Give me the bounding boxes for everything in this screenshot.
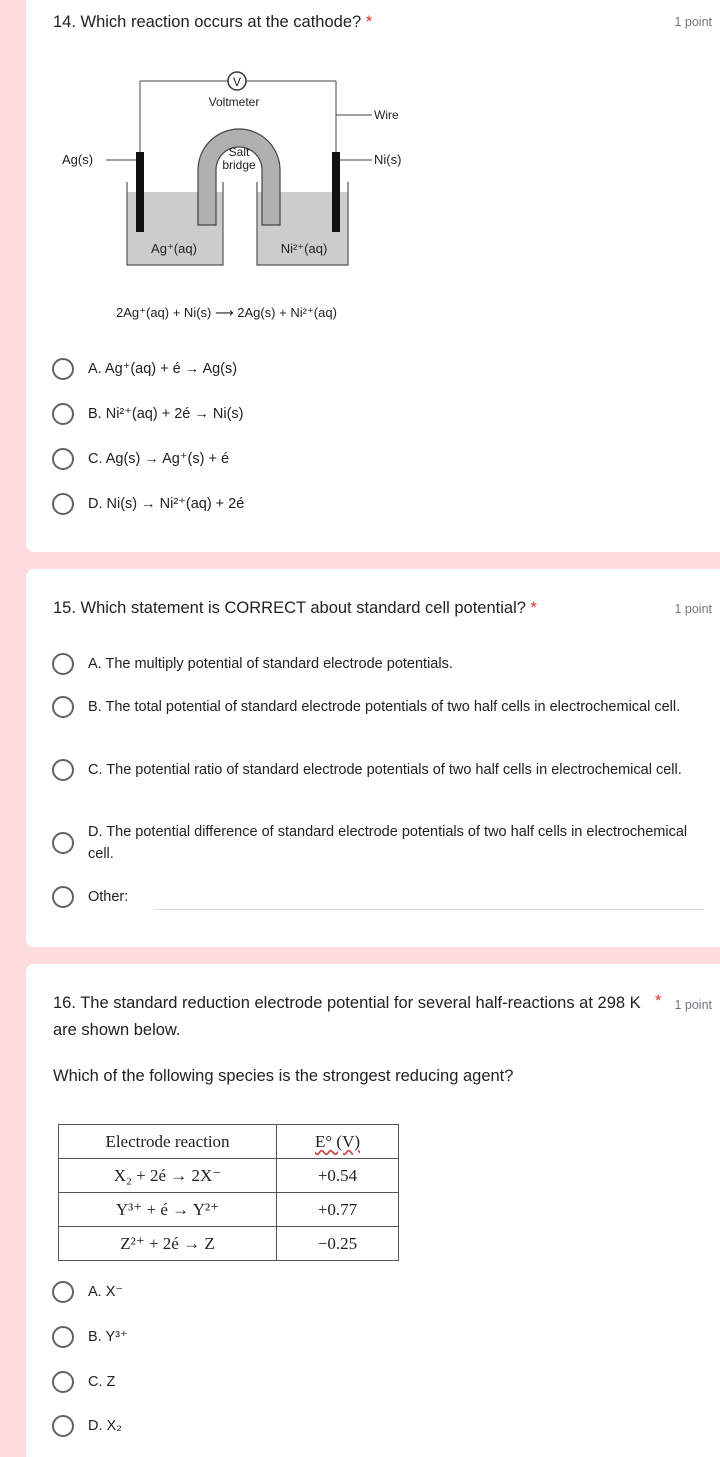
required-asterisk: * xyxy=(365,13,373,31)
left-electrode-label: Ag(s) xyxy=(62,152,94,167)
option-d[interactable] xyxy=(52,493,710,515)
radio-button[interactable] xyxy=(52,1281,74,1303)
reaction-equation: 2Ag⁺(aq) + Ni(s) ⟶ 2Ag(s) + Ni²⁺(aq) xyxy=(116,305,337,320)
option-label: D. The potential difference of standard electrode potentials of two half cells in electrochemical cell. xyxy=(88,824,688,862)
question-card-14 xyxy=(26,0,720,552)
other-text-input[interactable] xyxy=(154,909,704,910)
question-title xyxy=(53,595,537,622)
table-row xyxy=(59,1227,399,1261)
question-text: 15. Which statement is CORRECT about standard cell potential? xyxy=(53,599,526,617)
table-row xyxy=(59,1159,399,1193)
option-c[interactable] xyxy=(52,1371,710,1393)
option-other[interactable] xyxy=(52,886,710,908)
potential-cell: +0.54 xyxy=(277,1159,399,1193)
radio-button[interactable] xyxy=(52,358,74,380)
option-label: B. The total potential of standard electrode potentials of two half cells in electrochemical cell. xyxy=(88,699,681,715)
potential-cell: −0.25 xyxy=(277,1227,399,1261)
required-asterisk: * xyxy=(655,992,662,1010)
question-card-16 xyxy=(26,964,720,1457)
potential-cell: +0.77 xyxy=(277,1193,399,1227)
reaction-cell: Z²⁺ + 2é → Z xyxy=(59,1227,277,1261)
radio-button[interactable] xyxy=(52,493,74,515)
table-row xyxy=(59,1193,399,1227)
radio-button[interactable] xyxy=(52,1371,74,1393)
option-c[interactable] xyxy=(52,448,710,470)
option-label: A. Ag⁺(aq) + é → Ag(s) xyxy=(88,361,238,377)
radio-button[interactable] xyxy=(52,1326,74,1348)
points-label: 1 point xyxy=(674,998,712,1012)
option-b[interactable] xyxy=(52,403,710,425)
points-label: 1 point xyxy=(674,602,712,616)
salt-bridge-label-2: bridge xyxy=(222,158,256,172)
option-label: D. X₂ xyxy=(88,1418,122,1434)
salt-bridge-label-1: Salt xyxy=(228,145,250,159)
question-title xyxy=(53,9,372,36)
question-card-15 xyxy=(26,569,720,947)
radio-button[interactable] xyxy=(52,832,74,854)
header-potential: E° (V) xyxy=(277,1125,399,1159)
radio-button[interactable] xyxy=(52,403,74,425)
radio-button[interactable] xyxy=(52,448,74,470)
voltmeter-label: Voltmeter xyxy=(208,95,260,109)
option-a[interactable] xyxy=(52,653,710,675)
radio-button[interactable] xyxy=(52,1415,74,1437)
points-label: 1 point xyxy=(674,15,712,29)
radio-button[interactable] xyxy=(52,886,74,908)
option-d[interactable] xyxy=(52,1415,710,1437)
radio-button[interactable] xyxy=(52,696,74,718)
left-electrode xyxy=(136,152,144,232)
question-subtitle: Which of the following species is the strongest reducing agent? xyxy=(53,1067,514,1085)
question-text: 16. The standard reduction electrode potential for several half-reactions at 298 K are shown below. xyxy=(53,994,641,1039)
question-title xyxy=(53,990,643,1044)
option-a[interactable] xyxy=(52,1281,710,1303)
header-reaction: Electrode reaction xyxy=(59,1125,277,1159)
voltmeter-symbol: V xyxy=(232,75,242,89)
reduction-potential-table xyxy=(58,1124,399,1261)
reaction-cell: Y³⁺ + é → Y²⁺ xyxy=(59,1193,277,1227)
right-electrode xyxy=(332,152,340,232)
salt-bridge xyxy=(198,129,280,225)
option-label: B. Ni²⁺(aq) + 2é → Ni(s) xyxy=(88,406,244,422)
required-asterisk: * xyxy=(530,599,537,617)
option-c[interactable] xyxy=(52,759,710,781)
option-a[interactable] xyxy=(52,358,710,380)
radio-button[interactable] xyxy=(52,653,74,675)
wire-label: Wire xyxy=(374,108,399,122)
option-label: C. Ag(s) → Ag⁺(s) + é xyxy=(88,451,230,467)
option-b[interactable] xyxy=(52,696,710,718)
left-solution-label: Ag⁺(aq) xyxy=(151,241,197,256)
question-text: 14. Which reaction occurs at the cathode? xyxy=(53,13,362,31)
option-label: A. X⁻ xyxy=(88,1284,124,1300)
right-solution-label: Ni²⁺(aq) xyxy=(280,241,328,256)
option-label: B. Y³⁺ xyxy=(88,1329,128,1345)
option-label: C. Z xyxy=(88,1374,116,1390)
option-label: D. Ni(s) → Ni²⁺(aq) + 2é xyxy=(88,496,245,512)
option-d[interactable] xyxy=(52,821,710,865)
table-header-row xyxy=(59,1125,399,1159)
right-electrode-label: Ni(s) xyxy=(374,152,402,167)
radio-button[interactable] xyxy=(52,759,74,781)
option-label: A. The multiply potential of standard electrode potentials. xyxy=(88,656,453,672)
reaction-cell: X₂ + 2é → 2X⁻ xyxy=(59,1159,277,1193)
option-label: C. The potential ratio of standard electrode potentials of two half cells in electrochemical cell. xyxy=(88,762,682,778)
option-b[interactable] xyxy=(52,1326,710,1348)
other-label: Other: xyxy=(88,889,129,905)
galvanic-cell-diagram xyxy=(56,70,416,285)
